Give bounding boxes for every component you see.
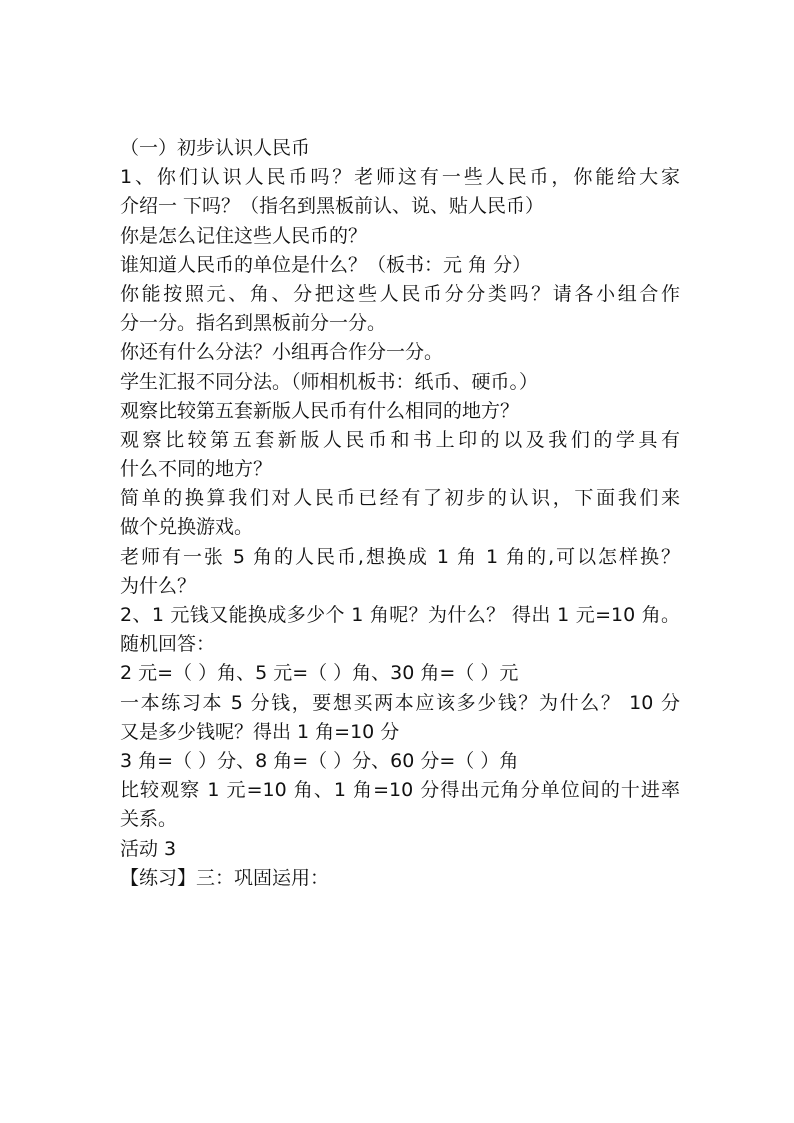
paragraph-line: 你还有什么分法？小组再合作分一分。 [120, 341, 444, 364]
paragraph-line: 学生汇报不同分法。（师相机板书：纸币、硬币。） [120, 370, 539, 393]
paragraph-line: 1、你们认识人民币吗？老师这有一些人民币，你能给大家 [120, 166, 680, 189]
paragraph-line: 一本练习本 5 分钱，要想买两本应该多少钱？为什么？ 10 分 [120, 691, 680, 714]
paragraph-line: 介绍一 下吗？（指名到黑板前认、说、贴人民币） [120, 195, 545, 218]
paragraph-line: 谁知道人民币的单位是什么？（板书：元 角 分） [120, 253, 532, 276]
paragraph-line: 你能按照元、角、分把这些人民币分分类吗？请各小组合作 [120, 282, 680, 305]
paragraph-line: 为什么？ [120, 574, 197, 597]
practice-heading: 【练习】三：巩固运用： [120, 866, 330, 889]
paragraph-line: 观察比较第五套新版人民币和书上印的以及我们的学具有 [120, 428, 680, 451]
section-heading: （一）初步认识人民币 [120, 137, 311, 159]
paragraph-line: 2、1 元钱又能换成多少个 1 角呢？为什么？ 得出 1 元=10 角。 [120, 604, 680, 626]
paragraph-line: 老师有一张 5 角的人民币,想换成 1 角 1 角的,可以怎样换？ [120, 545, 680, 568]
paragraph-line: 比较观察 1 元=10 角、1 角=10 分得出元角分单位间的十进率 [120, 779, 680, 802]
paragraph-line: 随机回答： [120, 633, 216, 656]
exercise-line: 2 元=（ ）角、5 元=（ ）角、30 角=（ ）元 [120, 662, 519, 685]
paragraph-line: 又是多少钱呢？得出 1 角=10 分 [120, 720, 400, 743]
exercise-line: 3 角=（ ）分、8 角=（ ）分、60 分=（ ）角 [120, 749, 519, 772]
paragraph-line: 观察比较第五套新版人民币有什么相同的地方？ [120, 399, 520, 422]
paragraph-line: 简单的换算我们对人民币已经有了初步的认识，下面我们来 [120, 487, 680, 510]
paragraph-line: 关系。 [120, 808, 178, 831]
paragraph-line: 做个兑换游戏。 [120, 516, 254, 539]
paragraph-line: 分一分。指名到黑板前分一分。 [120, 312, 387, 335]
document-body [120, 134, 680, 893]
paragraph-line: 你是怎么记住这些人民币的？ [120, 224, 368, 247]
activity-heading: 活动 3 [120, 837, 177, 860]
paragraph-line: 什么不同的地方？ [120, 458, 273, 481]
